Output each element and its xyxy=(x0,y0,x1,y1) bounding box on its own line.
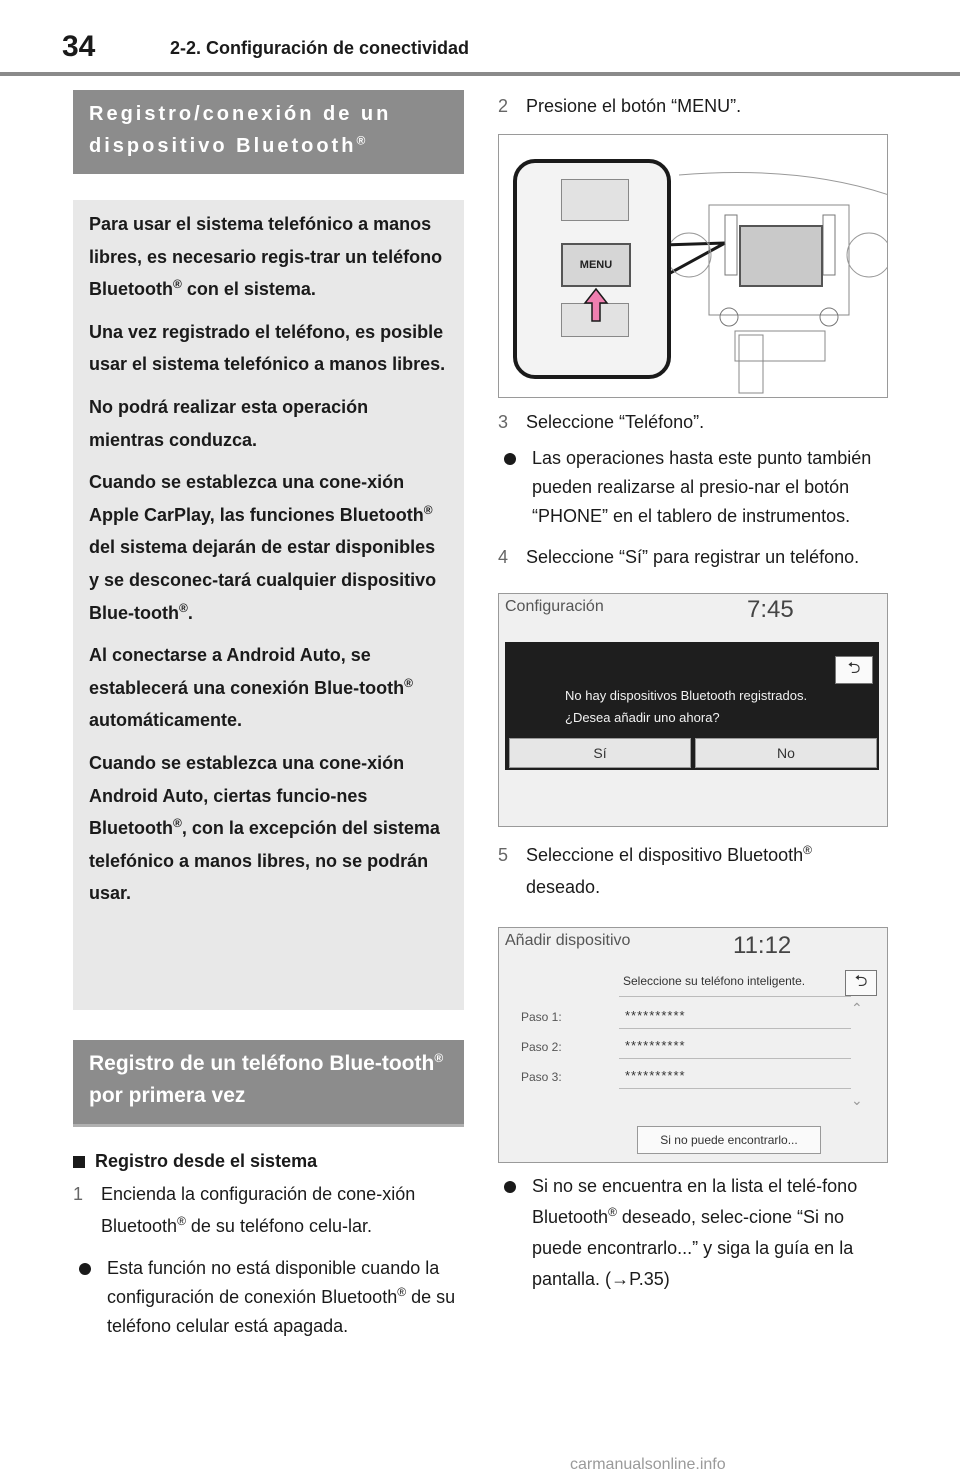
section-title: 2-2. Configuración de conectividad xyxy=(170,38,470,58)
divider xyxy=(619,996,851,997)
screen-heading: Seleccione su teléfono inteligente. xyxy=(623,974,806,988)
page-header xyxy=(0,0,960,80)
divider xyxy=(619,1028,851,1029)
intro-box xyxy=(73,200,464,1010)
divider xyxy=(619,1088,851,1089)
clock: 7:45 xyxy=(747,596,794,623)
center-display xyxy=(739,225,823,287)
step-2: 2 Presione el botón “MENU”. xyxy=(498,96,742,116)
right-column xyxy=(498,90,888,1295)
bullet-dot-icon xyxy=(79,1263,91,1275)
step-4: 4 Seleccione “Sí” para registrar un teléfono. xyxy=(498,547,860,567)
box1-title-text: Registro/conexión de un dispositivo Bluetooth xyxy=(89,103,392,157)
dialog-message: No hay dispositivos Bluetooth registrados. xyxy=(565,688,808,703)
bullet-note: Si no se encuentra en la lista el telé-fono Bluetooth® deseado, selec-cione “Si no puede encontrarlo...” y siga la guía en la pantalla. (→P.35) xyxy=(498,1171,888,1295)
clock: 11:12 xyxy=(733,932,792,959)
dialog xyxy=(505,642,879,770)
watermark: carmanualsonline.info xyxy=(570,1456,726,1473)
yes-button[interactable]: Sí xyxy=(509,738,691,768)
step-3: 3 Seleccione “Teléfono”. xyxy=(498,412,705,432)
reg-mark: ® xyxy=(356,133,369,148)
intro-paragraph: Cuando se establezca una cone-xión Apple CarPlay, las funciones Bluetooth® del sistema dejarán de estar disponibles y se desconec-tará cualquier dispositivo Blue-tooth®. xyxy=(89,472,437,623)
arrow-right-icon: → xyxy=(611,1269,630,1289)
step-1: 1 Encienda la configuración de cone-xión Bluetooth® de su teléfono celu-lar. xyxy=(73,1184,416,1236)
step-label: Paso 3: xyxy=(521,1070,562,1084)
bullet-dot-icon xyxy=(504,453,516,465)
screen-title: Configuración xyxy=(505,598,604,615)
device-row[interactable]: ********** xyxy=(625,1038,686,1053)
step-label: Paso 1: xyxy=(521,1010,562,1024)
left-column xyxy=(73,90,464,1341)
intro-paragraph: Al conectarse a Android Auto, se establecerá una conexión Blue-tooth® automáticamente. xyxy=(89,645,413,731)
bullet-note: Las operaciones hasta este punto también pueden realizarse al presio-nar el botón “PHONE” en el tablero de instrumentos. xyxy=(498,444,888,531)
step-label: Paso 2: xyxy=(521,1040,562,1054)
back-button[interactable]: ⮌ xyxy=(845,970,877,996)
screen-title: Añadir dispositivo xyxy=(505,932,631,949)
box2-title: Registro de un teléfono Blue-tooth® por primera vez xyxy=(73,1040,464,1127)
intro-paragraph: Para usar el sistema telefónico a manos libres, es necesario regis-trar un teléfono Bluetooth® con el sistema. xyxy=(89,214,443,300)
box1-title xyxy=(73,90,464,174)
intro-paragraph: No podrá realizar esta operación mientras conduzca. xyxy=(89,396,369,450)
subheading: Registro desde el sistema xyxy=(73,1151,464,1172)
cannot-find-button[interactable]: Si no puede encontrarlo... xyxy=(637,1126,821,1154)
bullet-dot-icon xyxy=(504,1181,516,1193)
square-bullet-icon xyxy=(73,1156,85,1168)
device-row[interactable]: ********** xyxy=(625,1068,686,1083)
scroll-down-icon[interactable]: ⌄ xyxy=(851,1092,863,1108)
add-device-screen xyxy=(498,927,888,1163)
step-5: 5 Seleccione el dispositivo Bluetooth® deseado. xyxy=(498,843,813,897)
arrow-up-icon xyxy=(583,287,609,323)
menu-button-figure xyxy=(498,134,888,398)
intro-paragraph: Una vez registrado el teléfono, es posible usar el sistema telefónico a manos libres. xyxy=(89,321,446,375)
bluetooth-prompt-screen xyxy=(498,593,888,827)
device-row[interactable]: ********** xyxy=(625,1008,686,1023)
menu-callout xyxy=(513,159,671,379)
panel-slot xyxy=(561,179,629,221)
divider xyxy=(619,1058,851,1059)
dialog-question: ¿Desea añadir uno ahora? xyxy=(565,710,720,725)
back-button[interactable]: ⮌ xyxy=(835,656,873,684)
scroll-up-icon[interactable]: ⌃ xyxy=(851,1000,863,1016)
bullet-note: Esta función no está disponible cuando la configuración de conexión Bluetooth® de su teléfono celular está apagada. xyxy=(73,1254,464,1341)
page-number: 34 xyxy=(62,30,96,63)
menu-button[interactable]: MENU xyxy=(561,243,631,287)
header-rule xyxy=(0,72,960,76)
intro-paragraph: Cuando se establezca una cone-xión Android Auto, ciertas funcio-nes Bluetooth®, con la excepción del sistema telefónico a manos libres, no se podrán usar. xyxy=(89,752,440,904)
no-button[interactable]: No xyxy=(695,738,877,768)
